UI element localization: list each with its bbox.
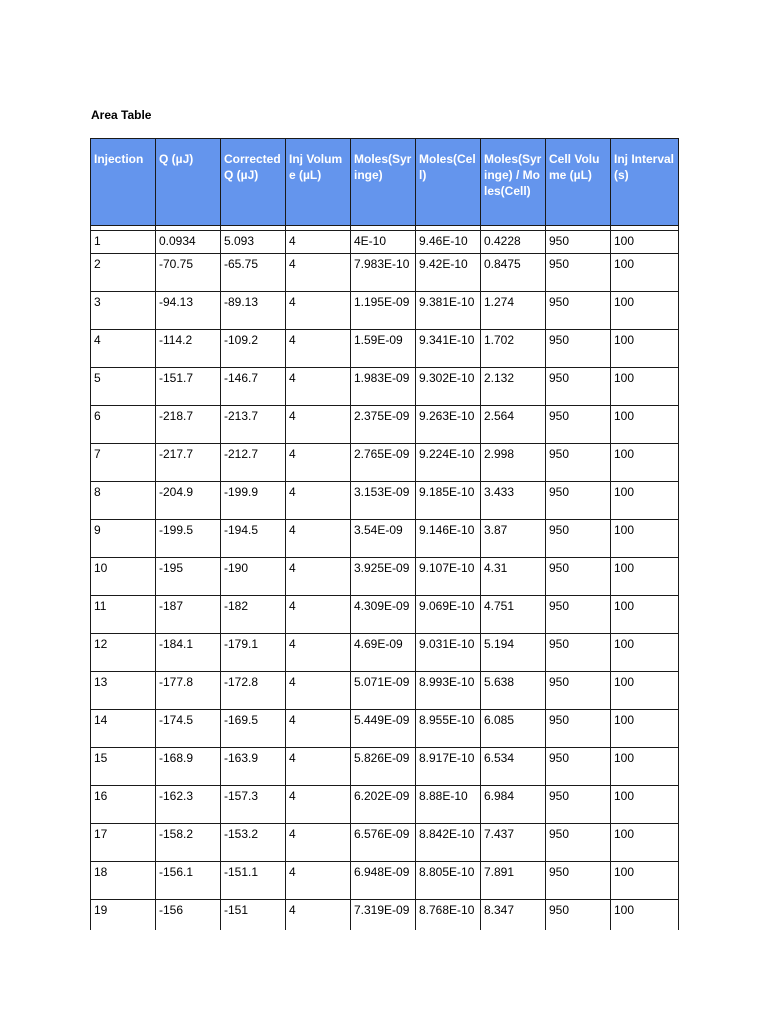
cell-moles-syringe: 3.925E-09 [351, 558, 416, 596]
cell-moles-syringe: 3.153E-09 [351, 482, 416, 520]
cell-injection: 6 [91, 406, 156, 444]
area-table [90, 138, 679, 930]
cell-cell-volume: 950 [546, 254, 611, 292]
cell-moles-ratio: 2.998 [481, 444, 546, 482]
cell-injection: 10 [91, 558, 156, 596]
cell-moles-cell: 9.224E-10 [416, 444, 481, 482]
cell-inj-interval: 100 [611, 520, 679, 558]
cell-moles-ratio: 0.8475 [481, 254, 546, 292]
cell-q: -199.5 [156, 520, 221, 558]
cell-inj-interval: 100 [611, 330, 679, 368]
cell-moles-ratio: 4.751 [481, 596, 546, 634]
table-row [91, 672, 679, 710]
cell-q: -174.5 [156, 710, 221, 748]
cell-corrected-q: -199.9 [221, 482, 286, 520]
cell-corrected-q: -89.13 [221, 292, 286, 330]
cell-q: -184.1 [156, 634, 221, 672]
cell-inj-interval: 100 [611, 634, 679, 672]
cell-inj-volume: 4 [286, 710, 351, 748]
cell-inj-volume: 4 [286, 786, 351, 824]
cell-inj-interval: 100 [611, 862, 679, 900]
cell-cell-volume: 950 [546, 406, 611, 444]
cell-injection: 13 [91, 672, 156, 710]
cell-cell-volume: 950 [546, 634, 611, 672]
cell-inj-interval: 100 [611, 254, 679, 292]
cell-moles-syringe: 7.319E-09 [351, 900, 416, 931]
cell-corrected-q: -157.3 [221, 786, 286, 824]
cell-moles-cell: 9.302E-10 [416, 368, 481, 406]
column-header-inj-interval: Inj Interval (s) [611, 139, 679, 226]
cell-injection: 2 [91, 254, 156, 292]
cell-inj-volume: 4 [286, 748, 351, 786]
cell-moles-syringe: 1.195E-09 [351, 292, 416, 330]
cell-injection: 19 [91, 900, 156, 931]
cell-moles-cell: 9.185E-10 [416, 482, 481, 520]
cell-moles-ratio: 1.702 [481, 330, 546, 368]
cell-moles-ratio: 6.085 [481, 710, 546, 748]
cell-moles-cell: 9.42E-10 [416, 254, 481, 292]
cell-inj-volume: 4 [286, 406, 351, 444]
cell-q: -218.7 [156, 406, 221, 444]
cell-corrected-q: -65.75 [221, 254, 286, 292]
cell-moles-syringe: 6.948E-09 [351, 862, 416, 900]
cell-moles-ratio: 3.433 [481, 482, 546, 520]
cell-q: -94.13 [156, 292, 221, 330]
cell-moles-syringe: 3.54E-09 [351, 520, 416, 558]
cell-moles-syringe: 4E-10 [351, 231, 416, 254]
cell-corrected-q: -153.2 [221, 824, 286, 862]
cell-moles-cell: 9.381E-10 [416, 292, 481, 330]
cell-injection: 12 [91, 634, 156, 672]
cell-inj-interval: 100 [611, 672, 679, 710]
cell-inj-interval: 100 [611, 406, 679, 444]
cell-cell-volume: 950 [546, 558, 611, 596]
cell-moles-ratio: 0.4228 [481, 231, 546, 254]
cell-moles-ratio: 3.87 [481, 520, 546, 558]
cell-moles-ratio: 4.31 [481, 558, 546, 596]
cell-moles-ratio: 2.564 [481, 406, 546, 444]
table-row [91, 634, 679, 672]
cell-inj-volume: 4 [286, 254, 351, 292]
table-row [91, 520, 679, 558]
cell-inj-interval: 100 [611, 596, 679, 634]
cell-cell-volume: 950 [546, 748, 611, 786]
cell-inj-volume: 4 [286, 520, 351, 558]
cell-moles-ratio: 5.194 [481, 634, 546, 672]
cell-moles-syringe: 6.576E-09 [351, 824, 416, 862]
cell-corrected-q: -151.1 [221, 862, 286, 900]
cell-cell-volume: 950 [546, 900, 611, 931]
cell-corrected-q: -172.8 [221, 672, 286, 710]
cell-moles-cell: 8.88E-10 [416, 786, 481, 824]
cell-q: -156.1 [156, 862, 221, 900]
header-row [91, 139, 679, 226]
table-row [91, 824, 679, 862]
column-header-q: Q (µJ) [156, 139, 221, 226]
cell-cell-volume: 950 [546, 231, 611, 254]
cell-moles-cell: 9.46E-10 [416, 231, 481, 254]
cell-inj-volume: 4 [286, 330, 351, 368]
cell-corrected-q: 5.093 [221, 231, 286, 254]
cell-moles-ratio: 1.274 [481, 292, 546, 330]
column-header-corrected-q: Corrected Q (µJ) [221, 139, 286, 226]
table-row [91, 558, 679, 596]
table-row [91, 596, 679, 634]
table-row [91, 254, 679, 292]
cell-q: -158.2 [156, 824, 221, 862]
cell-inj-volume: 4 [286, 231, 351, 254]
table-row [91, 710, 679, 748]
cell-injection: 7 [91, 444, 156, 482]
cell-q: -187 [156, 596, 221, 634]
cell-q: -151.7 [156, 368, 221, 406]
cell-inj-interval: 100 [611, 482, 679, 520]
cell-moles-ratio: 7.891 [481, 862, 546, 900]
cell-moles-ratio: 6.984 [481, 786, 546, 824]
table-row [91, 406, 679, 444]
cell-moles-cell: 8.917E-10 [416, 748, 481, 786]
cell-cell-volume: 950 [546, 444, 611, 482]
table-row [91, 862, 679, 900]
cell-cell-volume: 950 [546, 862, 611, 900]
column-header-moles-cell: Moles(Cell) [416, 139, 481, 226]
cell-inj-interval: 100 [611, 748, 679, 786]
cell-cell-volume: 950 [546, 520, 611, 558]
cell-moles-ratio: 5.638 [481, 672, 546, 710]
cell-inj-interval: 100 [611, 368, 679, 406]
cell-q: -162.3 [156, 786, 221, 824]
cell-moles-cell: 8.805E-10 [416, 862, 481, 900]
cell-moles-cell: 8.842E-10 [416, 824, 481, 862]
cell-injection: 15 [91, 748, 156, 786]
cell-moles-syringe: 7.983E-10 [351, 254, 416, 292]
cell-cell-volume: 950 [546, 368, 611, 406]
cell-q: -168.9 [156, 748, 221, 786]
cell-corrected-q: -163.9 [221, 748, 286, 786]
cell-corrected-q: -179.1 [221, 634, 286, 672]
cell-moles-syringe: 4.69E-09 [351, 634, 416, 672]
table-row [91, 482, 679, 520]
cell-moles-cell: 8.955E-10 [416, 710, 481, 748]
cell-inj-volume: 4 [286, 596, 351, 634]
table-row [91, 786, 679, 824]
cell-inj-volume: 4 [286, 444, 351, 482]
cell-inj-interval: 100 [611, 900, 679, 931]
cell-moles-syringe: 5.449E-09 [351, 710, 416, 748]
cell-injection: 4 [91, 330, 156, 368]
cell-moles-cell: 9.263E-10 [416, 406, 481, 444]
cell-inj-volume: 4 [286, 672, 351, 710]
cell-inj-interval: 100 [611, 824, 679, 862]
cell-moles-cell: 8.993E-10 [416, 672, 481, 710]
cell-cell-volume: 950 [546, 672, 611, 710]
table-row [91, 748, 679, 786]
cell-q: -156 [156, 900, 221, 931]
column-header-moles-syringe: Moles(Syringe) [351, 139, 416, 226]
cell-inj-volume: 4 [286, 634, 351, 672]
cell-injection: 16 [91, 786, 156, 824]
cell-moles-syringe: 2.375E-09 [351, 406, 416, 444]
table-row [91, 292, 679, 330]
cell-injection: 14 [91, 710, 156, 748]
cell-q: -177.8 [156, 672, 221, 710]
cell-q: -217.7 [156, 444, 221, 482]
cell-inj-volume: 4 [286, 482, 351, 520]
area-table-container [90, 138, 680, 930]
cell-injection: 3 [91, 292, 156, 330]
cell-q: -204.9 [156, 482, 221, 520]
cell-corrected-q: -146.7 [221, 368, 286, 406]
cell-moles-syringe: 1.983E-09 [351, 368, 416, 406]
cell-inj-volume: 4 [286, 368, 351, 406]
cell-inj-interval: 100 [611, 558, 679, 596]
cell-moles-syringe: 5.071E-09 [351, 672, 416, 710]
cell-cell-volume: 950 [546, 330, 611, 368]
cell-inj-volume: 4 [286, 900, 351, 931]
cell-moles-cell: 9.146E-10 [416, 520, 481, 558]
cell-corrected-q: -194.5 [221, 520, 286, 558]
cell-inj-interval: 100 [611, 292, 679, 330]
cell-moles-ratio: 7.437 [481, 824, 546, 862]
cell-moles-syringe: 1.59E-09 [351, 330, 416, 368]
cell-injection: 1 [91, 231, 156, 254]
cell-moles-syringe: 4.309E-09 [351, 596, 416, 634]
cell-corrected-q: -213.7 [221, 406, 286, 444]
table-row [91, 330, 679, 368]
cell-inj-volume: 4 [286, 862, 351, 900]
cell-moles-syringe: 6.202E-09 [351, 786, 416, 824]
table-row [91, 368, 679, 406]
cell-inj-volume: 4 [286, 558, 351, 596]
cell-corrected-q: -169.5 [221, 710, 286, 748]
cell-inj-interval: 100 [611, 786, 679, 824]
cell-cell-volume: 950 [546, 824, 611, 862]
cell-moles-ratio: 6.534 [481, 748, 546, 786]
cell-cell-volume: 950 [546, 292, 611, 330]
cell-cell-volume: 950 [546, 786, 611, 824]
cell-corrected-q: -151 [221, 900, 286, 931]
cell-q: 0.0934 [156, 231, 221, 254]
cell-corrected-q: -109.2 [221, 330, 286, 368]
cell-inj-volume: 4 [286, 824, 351, 862]
cell-inj-interval: 100 [611, 710, 679, 748]
cell-inj-interval: 100 [611, 231, 679, 254]
cell-injection: 18 [91, 862, 156, 900]
cell-injection: 17 [91, 824, 156, 862]
cell-moles-cell: 9.069E-10 [416, 596, 481, 634]
cell-injection: 11 [91, 596, 156, 634]
cell-injection: 5 [91, 368, 156, 406]
column-header-injection: Injection [91, 139, 156, 226]
cell-moles-cell: 9.031E-10 [416, 634, 481, 672]
cell-moles-syringe: 5.826E-09 [351, 748, 416, 786]
column-header-moles-ratio: Moles(Syringe) / Moles(Cell) [481, 139, 546, 226]
cell-inj-interval: 100 [611, 444, 679, 482]
cell-moles-cell: 9.107E-10 [416, 558, 481, 596]
cell-moles-cell: 8.768E-10 [416, 900, 481, 931]
cell-injection: 8 [91, 482, 156, 520]
cell-corrected-q: -182 [221, 596, 286, 634]
cell-q: -70.75 [156, 254, 221, 292]
cell-moles-syringe: 2.765E-09 [351, 444, 416, 482]
cell-injection: 9 [91, 520, 156, 558]
table-row [91, 444, 679, 482]
column-header-inj-volume: Inj Volume (µL) [286, 139, 351, 226]
cell-cell-volume: 950 [546, 596, 611, 634]
cell-corrected-q: -212.7 [221, 444, 286, 482]
cell-cell-volume: 950 [546, 710, 611, 748]
column-header-cell-volume: Cell Volume (µL) [546, 139, 611, 226]
cell-inj-volume: 4 [286, 292, 351, 330]
table-row [91, 900, 679, 931]
cell-moles-ratio: 8.347 [481, 900, 546, 931]
table-row [91, 231, 679, 254]
cell-q: -195 [156, 558, 221, 596]
cell-moles-cell: 9.341E-10 [416, 330, 481, 368]
cell-corrected-q: -190 [221, 558, 286, 596]
table-body [91, 226, 679, 931]
cell-moles-ratio: 2.132 [481, 368, 546, 406]
cell-cell-volume: 950 [546, 482, 611, 520]
page-title: Area Table [91, 108, 152, 122]
cell-q: -114.2 [156, 330, 221, 368]
